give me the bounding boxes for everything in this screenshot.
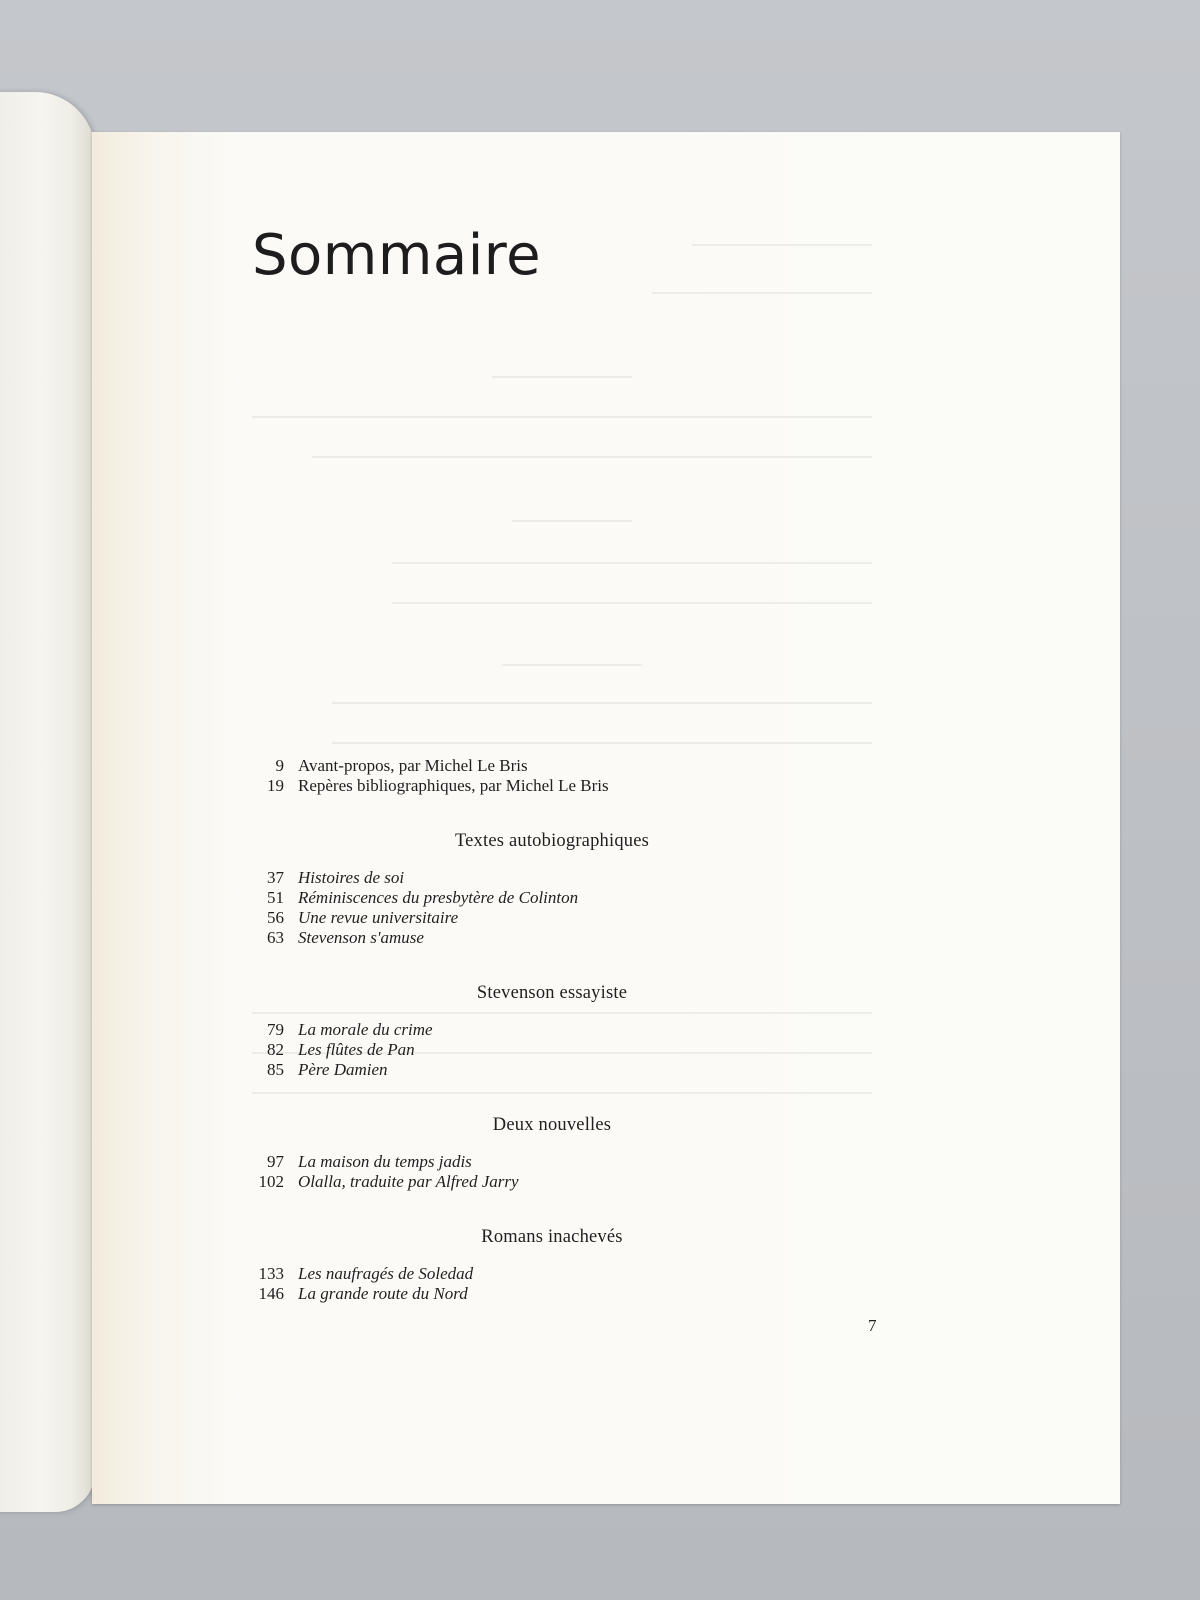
show-through-line (492, 376, 632, 378)
toc-entry-title: Olalla, traduite par Alfred Jarry (298, 1172, 519, 1191)
toc-entry (242, 1060, 1042, 1080)
toc-page-number: 63 (267, 928, 284, 947)
section-heading: Textes autobiographiques (454, 831, 650, 851)
toc-page-number: 146 (258, 1284, 284, 1303)
toc-entry-title: La maison du temps jadis (298, 1152, 472, 1171)
toc-page-number: 79 (267, 1020, 284, 1039)
toc-page-number: 97 (267, 1152, 284, 1171)
section-novellas (242, 1152, 1042, 1192)
toc-entry-title: Les flûtes de Pan (298, 1040, 415, 1059)
section-unfinished-novels (242, 1264, 1042, 1304)
toc-entry-title: La morale du crime (298, 1020, 433, 1039)
toc-entry-title: Réminiscences du presbytère de Colinton (298, 888, 579, 907)
toc-entry (242, 756, 1042, 776)
intro-group (242, 756, 1042, 796)
show-through-line (692, 244, 872, 246)
toc-entry (242, 908, 1042, 928)
toc-page-number: 102 (258, 1172, 284, 1191)
toc-entry-title: Stevenson s'amuse (298, 928, 424, 947)
toc-page-number: 133 (258, 1264, 284, 1283)
section-heading: Stevenson essayiste (476, 983, 628, 1003)
toc-entry-title: Père Damien (298, 1060, 388, 1079)
toc-entry (242, 888, 1042, 908)
toc-entry (242, 1152, 1042, 1172)
show-through-line (312, 456, 872, 458)
show-through-line (332, 742, 872, 744)
left-page-edge (0, 92, 95, 1512)
show-through-line (252, 416, 872, 418)
toc-entry-title: Histoires de soi (298, 868, 405, 887)
toc-page-number: 37 (267, 868, 284, 887)
toc-entry (242, 776, 1042, 796)
page-title: Sommaire (252, 223, 542, 288)
show-through-line (502, 664, 642, 666)
toc-page-number: 85 (267, 1060, 284, 1079)
toc-entry-title: Avant-propos, par Michel Le Bris (298, 756, 528, 775)
section-essayist (242, 1020, 1042, 1080)
section-autobiographical (242, 868, 1042, 948)
toc-entry-title: Les naufragés de Soledad (298, 1264, 474, 1283)
show-through-line (652, 292, 872, 294)
toc-entry-title: Repères bibliographiques, par Michel Le Bris (298, 776, 609, 795)
toc-entry-title: La grande route du Nord (298, 1284, 468, 1303)
show-through-line (392, 562, 872, 564)
toc-entry (242, 1172, 1042, 1192)
show-through-line (392, 602, 872, 604)
show-through-line (332, 702, 872, 704)
toc-entry (242, 1040, 1042, 1060)
toc-page-number: 9 (275, 756, 284, 775)
toc-entry-title: Une revue universitaire (298, 908, 459, 927)
section-heading: Deux nouvelles (492, 1115, 612, 1135)
section-heading: Romans inachevés (481, 1227, 623, 1247)
toc-entry (242, 1264, 1042, 1284)
table-of-contents (242, 756, 1042, 1304)
toc-entry (242, 1284, 1042, 1304)
show-through-line (512, 520, 632, 522)
toc-page-number: 51 (267, 888, 284, 907)
page-number: 7 (868, 1316, 877, 1335)
toc-entry (242, 928, 1042, 948)
book-page (92, 132, 1120, 1504)
toc-page-number: 82 (267, 1040, 284, 1059)
toc-page-number: 19 (267, 776, 284, 795)
toc-entry (242, 868, 1042, 888)
toc-page-number: 56 (267, 908, 284, 927)
toc-entry (242, 1020, 1042, 1040)
